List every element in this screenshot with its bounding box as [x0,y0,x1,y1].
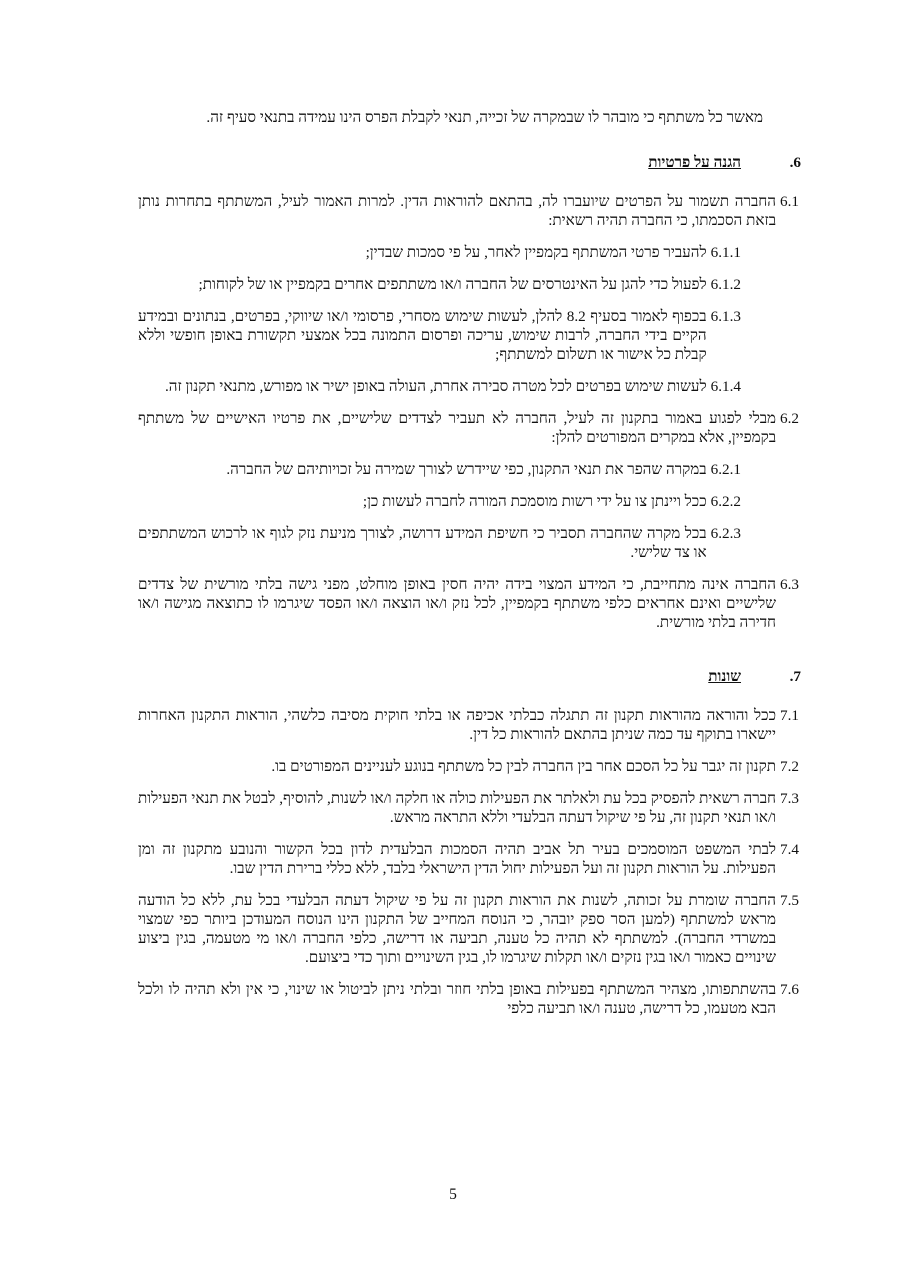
clause-6-2 [138,409,799,447]
clause-6-1 [138,192,799,230]
clause-6-2-3 [138,524,741,562]
section-title: הגנה על פרטיות [648,154,741,171]
clause-number: 7.5 [780,892,799,909]
clause-6-1-2 [138,275,741,294]
clause-text: במקרה שהפר את תנאי התקנון, כפי שיידרש לצורך שמירה על זכויותיהם של החברה. [226,461,707,478]
clause-number: 7.1 [780,707,799,724]
clause-number: 7.4 [780,841,799,858]
clause-number: 6.1.1 [710,244,741,261]
section-number: 6. [789,154,801,171]
clause-text: לעשות שימוש בפרטים לכל מטרה סבירה אחרת, העולה באופן ישיר או מפורש, מתנאי תקנון זה. [164,378,707,395]
document-body [138,108,801,1031]
clause-6-3 [138,575,799,632]
clause-text: לפעול כדי להגן על האינטרסים של החברה ו/או משתתפים אחרים בקמפיין או של לקוחות; [198,276,707,293]
clause-7-2 [138,757,799,776]
clause-number: 7.3 [780,790,799,807]
clause-6-1-1 [138,243,741,262]
clause-text: החברה תשמור על הפרטים שיועברו לה, בהתאם להוראות הדין. למרות האמור לעיל, המשתתף בתחרות נותן בזאת הסכמתו, כי החברה תהיה רשאית: [138,193,777,229]
clause-7-3 [138,789,799,827]
clause-6-1-3 [138,307,741,364]
clause-text: חברה רשאית להפסיק בכל עת ולאלתר את הפעילות כולה או חלקה ו/או לשנות, להוסיף, לבטל את תנאי הפעילות ו/או תנאי תקנון זה, על פי שיקול דעתה הבלעדי וללא התראה מראש. [138,790,777,826]
clause-number: 6.1.4 [710,378,741,395]
clause-text: החברה אינה מתחייבת, כי המידע המצוי בידה יהיה חסין באופן מוחלט, מפני גישה בלתי מורשית של צדדים שלישיים ואינם אחראים כלפי משתתף בקמפיין, לכל נזק ו/או הוצאה ו/או הפסד שיגרמו לו כתוצאה מגישה ו/או חדירה בלתי מורשית. [138,576,777,631]
section-heading-6 [138,153,801,172]
clause-text: בכל מקרה שהחברה תסביר כי חשיפת המידע דרושה, לצורך מניעת נזק לגוף או לרכוש המשתתפים או צד שלישי. [138,525,707,561]
clause-number: 6.1.2 [710,276,741,293]
clause-text: להעביר פרטי המשתתף בקמפיין לאחר, על פי סמכות שבדין; [365,244,707,261]
clause-text: לבתי המשפט המוסמכים בעיר תל אביב תהיה הסמכות הבלעדית לדון בכל הקשור והנובע מתקנון זה ומן הפעילות. על הוראות תקנון זה ועל הפעילות יחול הדין הישראלי בלבד, ללא כללי ברירת הדין שבו. [138,841,777,877]
clause-number: 6.2.1 [710,461,741,478]
page-number: 5 [449,1186,457,1203]
clause-6-2-1 [138,460,741,479]
clause-6-2-2 [138,492,741,511]
clause-text: מבלי לפגוע באמור בתקנון זה לעיל, החברה לא תעביר לצדדים שלישיים, את פרטיו האישיים של משתתף בקמפיין, אלא במקרים המפורטים להלן: [138,410,777,446]
clause-7-4 [138,840,799,878]
clause-7-6 [138,980,799,1018]
clause-number: 6.1 [780,193,799,210]
section-spacer [138,645,763,667]
clause-7-1 [138,706,799,744]
intro-paragraph: מאשר כל משתתף כי מובהר לו שבמקרה של זכייה, תנאי לקבלת הפרס הינו עמידה בתנאי סעיף זה. [206,109,763,126]
clause-text: בכפוף לאמור בסעיף 8.2 להלן, לעשות שימוש מסחרי, פרסומי ו/או שיווקי, בפרטים, בנתונים ובמידע הקיים בידי החברה, לרבות שימוש, עריכה ופרסום התמונה בכל אמצעי תקשורת באופן חופשי וללא קבלת כל אישור או תשלום למשתתף; [138,308,707,363]
clause-text: ככל והוראה מהוראות תקנון זה תתגלה כבלתי אכיפה או בלתי חוקית מסיבה כלשהי, הוראות התקנון האחרות יישארו בתוקף עד כמה שניתן בהתאם להוראות כל דין. [138,707,777,743]
section-number: 7. [789,668,801,685]
clause-text: ככל ויינתן צו על ידי רשות מוסמכת המורה לחברה לעשות כן; [362,493,707,510]
clause-number: 7.6 [780,981,799,998]
section-heading-7 [138,667,801,686]
clause-text: בהשתתפותו, מצהיר המשתתף בפעילות באופן בלתי חוזר ובלתי ניתן לביטול או שינוי, כי אין ולא תהיה לו ולכל הבא מטעמו, כל דרישה, טענה ו/או תביעה כלפי [138,981,777,1017]
clause-text: תקנון זה יגבר על כל הסכם אחר בין החברה לבין כל משתתף בנוגע לעניינים המפורטים בו. [271,758,777,775]
clause-number: 6.2.2 [710,493,741,510]
clause-number: 6.2.3 [710,525,741,542]
section-title: שונות [708,668,741,685]
clause-number: 7.2 [780,758,799,775]
clause-number: 6.2 [780,410,799,427]
clause-6-1-4 [138,377,741,396]
clause-7-5 [138,891,799,967]
clause-number: 6.1.3 [710,308,741,325]
clause-number: 6.3 [780,576,799,593]
clause-text: החברה שומרת על זכותה, לשנות את הוראות תקנון זה על פי שיקול דעתה הבלעדי בכל עת, ללא כל הודעה מראש למשתתף (למען הסר ספק יובהר, כי הנוסח המחייב של התקנון הינו הנוסח המעודכן ביותר כפי שמצוי במשרדי החברה). למשתתף לא תהיה כל טענה, תביעה או דרישה, כלפי החברה ו/או מי מטעמה, בגין ביצוע שינויים כאמור ו/או בגין נזקים ו/או תקלות שיגרמו לו, בגין השינויים ותוך כדי ביצועם. [138,892,777,966]
